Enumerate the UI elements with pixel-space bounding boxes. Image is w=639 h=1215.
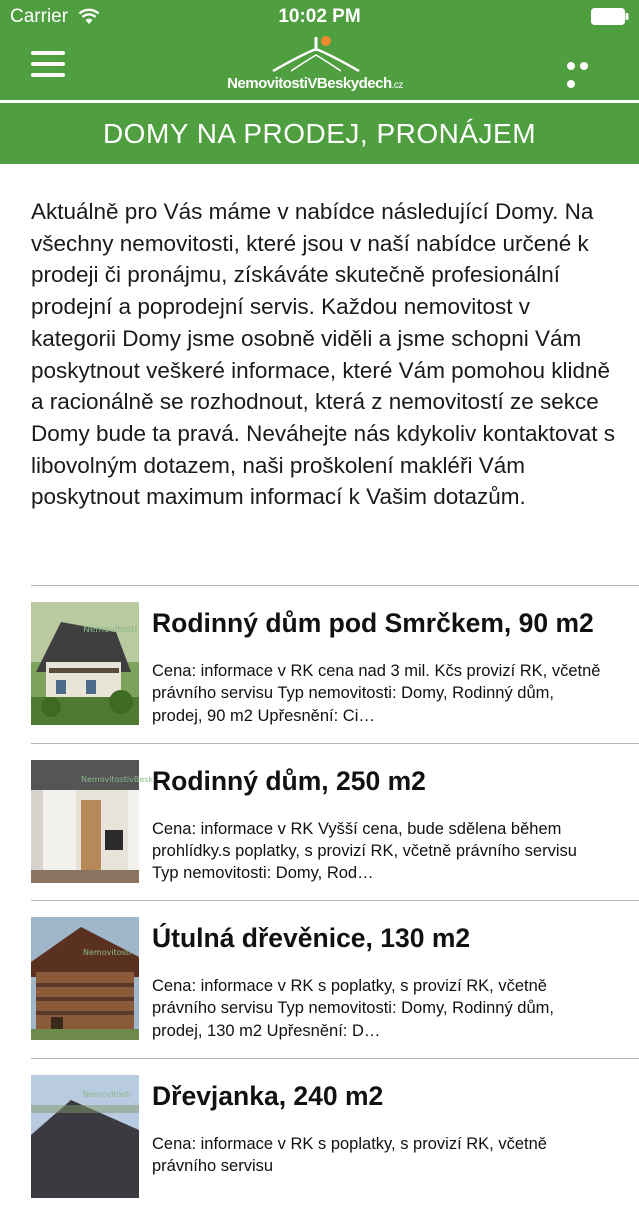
listing-description: Cena: informace v RK Vyšší cena, bude sdělena během prohlídky.s poplatky, s provizí RK, včetně právního servisu Typ nemovitosti: Domy, Rod… (152, 818, 607, 885)
listing-item[interactable] (31, 585, 639, 743)
listing-thumbnail (31, 1075, 139, 1198)
status-time: 10:02 PM (0, 6, 639, 28)
battery-icon (591, 8, 629, 25)
listing-title[interactable]: Dřevjanka, 240 m2 (152, 1081, 632, 1112)
listing-list (31, 585, 639, 1215)
listing-thumbnail (31, 917, 139, 1040)
app-header (0, 0, 639, 100)
page-title: DOMY NA PRODEJ, PRONÁJEM (0, 103, 639, 164)
status-bar (0, 0, 639, 34)
listing-title[interactable]: Útulná dřevěnice, 130 m2 (152, 923, 632, 954)
thumbnail-watermark: Nemovitosti (83, 1090, 131, 1099)
thumbnail-watermark: Nemovitosti (83, 625, 137, 635)
listing-item[interactable] (31, 900, 639, 1058)
thumbnail-watermark: NemovitostivBesk (81, 775, 153, 784)
listing-item[interactable] (31, 743, 639, 901)
logo-text-suffix: .cz (392, 80, 403, 91)
carrier-label: Carrier (10, 6, 68, 28)
logo-text (215, 75, 415, 92)
listing-title[interactable]: Rodinný dům pod Smrčkem, 90 m2 (152, 608, 632, 639)
site-logo[interactable] (215, 33, 415, 95)
logo-text-main: NemovitostiVBeskydech (227, 75, 392, 92)
mountain-logo-icon (271, 33, 361, 73)
listing-description: Cena: informace v RK s poplatky, s provizí RK, včetně právního servisu (152, 1133, 607, 1200)
intro-text: Aktuálně pro Vás máme v nabídce následující Domy. Na všechny nemovitosti, které jsou v naší nabídce určené k prodeji či pronájmu, získáváte skutečně profesionální prodejní a poprodejní servis. Každou nemovitost v kategorii Domy jsme osobně viděli a jsme schopni Vám poskytnout veškeré informace, které Vám pomohou klidně a racionálně se rozhodnout, která z nemovitostí ze sekce Domy bude ta pravá. Neváhejte nás kdykoliv kontaktovat s libovolným dotazem, naši proškolení makléři Vám poskytnout maximum informací k Vašim dotazům. (31, 196, 616, 513)
listing-thumbnail (31, 602, 139, 725)
listing-description: Cena: informace v RK cena nad 3 mil. Kčs provizí RK, včetně právního servisu Typ nemovitosti: Domy, Rodinný dům, prodej, 90 m2 Upřesnění: Ci… (152, 660, 607, 727)
hamburger-menu-icon[interactable] (31, 51, 65, 77)
listing-item[interactable] (31, 1058, 639, 1215)
listing-title[interactable]: Rodinný dům, 250 m2 (152, 766, 632, 797)
listing-thumbnail (31, 760, 139, 883)
more-dots-icon[interactable] (567, 57, 605, 69)
thumbnail-watermark: Nemovitosti (83, 948, 131, 957)
listing-description: Cena: informace v RK s poplatky, s provizí RK, včetně právního servisu Typ nemovitosti: Domy, Rodinný dům, prodej, 130 m2 Upřesnění: D… (152, 975, 607, 1042)
